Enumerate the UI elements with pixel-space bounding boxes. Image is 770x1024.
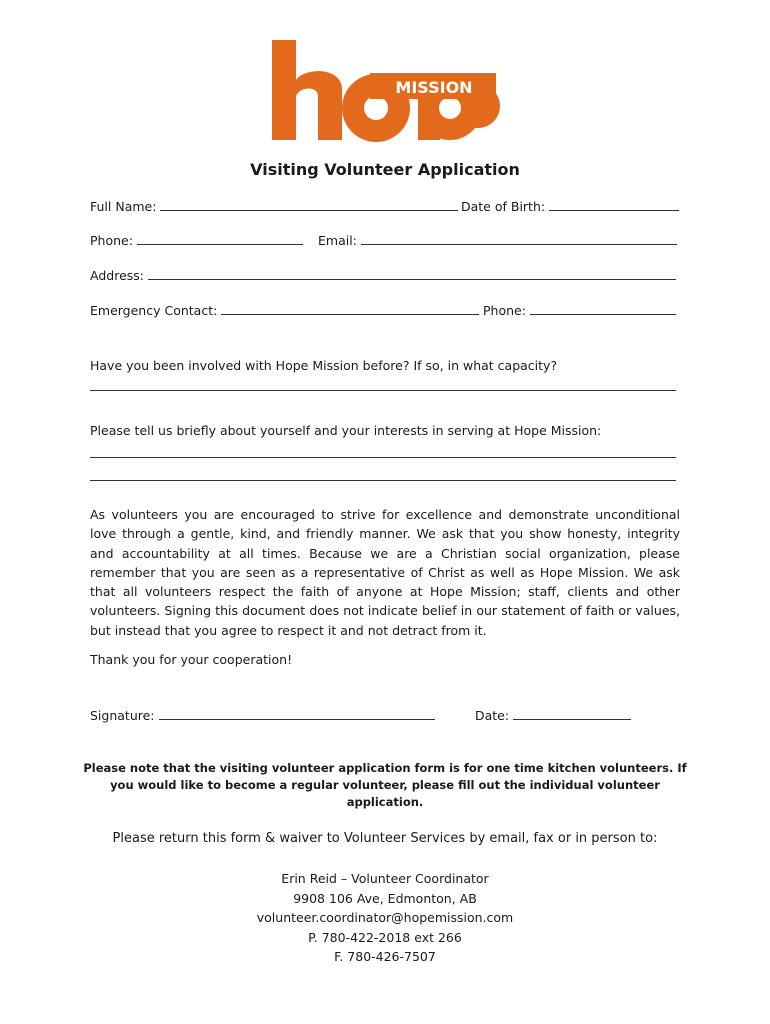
email-field[interactable] (318, 232, 677, 248)
contact-fax: F. 780-426-7507 (334, 949, 436, 964)
date-field[interactable] (475, 707, 631, 723)
answer-line-1[interactable] (90, 390, 676, 391)
contact-phone: P. 780-422-2018 ext 266 (308, 929, 462, 945)
emergency-phone-label: Phone: (483, 303, 526, 318)
thanks-text: Thank you for your cooperation! (90, 652, 293, 667)
return-instructions: Please return this form & waiver to Volunteer Services by email, fax or in person to: (112, 831, 658, 846)
emergency-contact-blank[interactable] (221, 302, 479, 315)
contact-email[interactable]: volunteer.coordinator@hopemission.com (256, 910, 514, 925)
email-blank[interactable] (361, 232, 677, 245)
answer-line-3[interactable] (90, 480, 676, 481)
question-about-yourself: Please tell us briefly about yourself and your interests in serving at Hope Mission: (90, 423, 602, 438)
address-label: Address: (90, 268, 144, 283)
address-blank[interactable] (148, 267, 676, 280)
contact-block (0, 869, 770, 967)
phone-blank[interactable] (137, 232, 303, 245)
logo-sub-text: MISSION (395, 78, 473, 97)
signature-field[interactable] (90, 707, 435, 723)
kitchen-volunteer-note: Please note that the visiting volunteer application form is for one time kitchen volunteers. If you would like to become a regular volunteer, please fill out the individual volunteer application. (83, 761, 687, 809)
date-label: Date: (475, 708, 510, 723)
signature-blank[interactable] (159, 707, 435, 720)
address-field[interactable] (90, 267, 676, 283)
full-name-field[interactable] (90, 198, 458, 214)
emergency-contact-field[interactable] (90, 302, 479, 318)
signature-label: Signature: (90, 708, 155, 723)
contact-name: Erin Reid – Volunteer Coordinator (281, 871, 489, 886)
email-label: Email: (318, 233, 357, 248)
logo-graphic (270, 40, 500, 142)
dob-label: Date of Birth: (461, 199, 546, 214)
date-blank[interactable] (513, 707, 631, 720)
dob-field[interactable] (461, 198, 679, 214)
hope-mission-logo (270, 40, 500, 142)
answer-line-2[interactable] (90, 457, 676, 458)
question-prior-involvement: Have you been involved with Hope Mission before? If so, in what capacity? (90, 358, 558, 373)
emergency-phone-blank[interactable] (530, 302, 676, 315)
contact-address: 9908 106 Ave, Edmonton, AB (293, 890, 477, 906)
full-name-label: Full Name: (90, 199, 157, 214)
dob-blank[interactable] (549, 198, 679, 211)
phone-field[interactable] (90, 232, 303, 248)
full-name-blank[interactable] (160, 198, 458, 211)
conduct-paragraph: As volunteers you are encouraged to strive for excellence and demonstrate unconditional love through a gentle, kind, and friendly manner. We ask that you show honesty, integrity and accountability at all times. Because we are a Christian social organization, please remember that you are seen as a representative of Christ as well as Hope Mission. We ask that all volunteers respect the faith of anyone at Hope Mission; staff, clients and other volunteers. Signing this document does not indicate belief in our statement of faith or values, but instead that you agree to respect it and not detract from it. (90, 507, 680, 638)
emergency-contact-label: Emergency Contact: (90, 303, 218, 318)
emergency-phone-field[interactable] (483, 302, 676, 318)
phone-label: Phone: (90, 233, 133, 248)
page-title: Visiting Volunteer Application (250, 160, 520, 179)
